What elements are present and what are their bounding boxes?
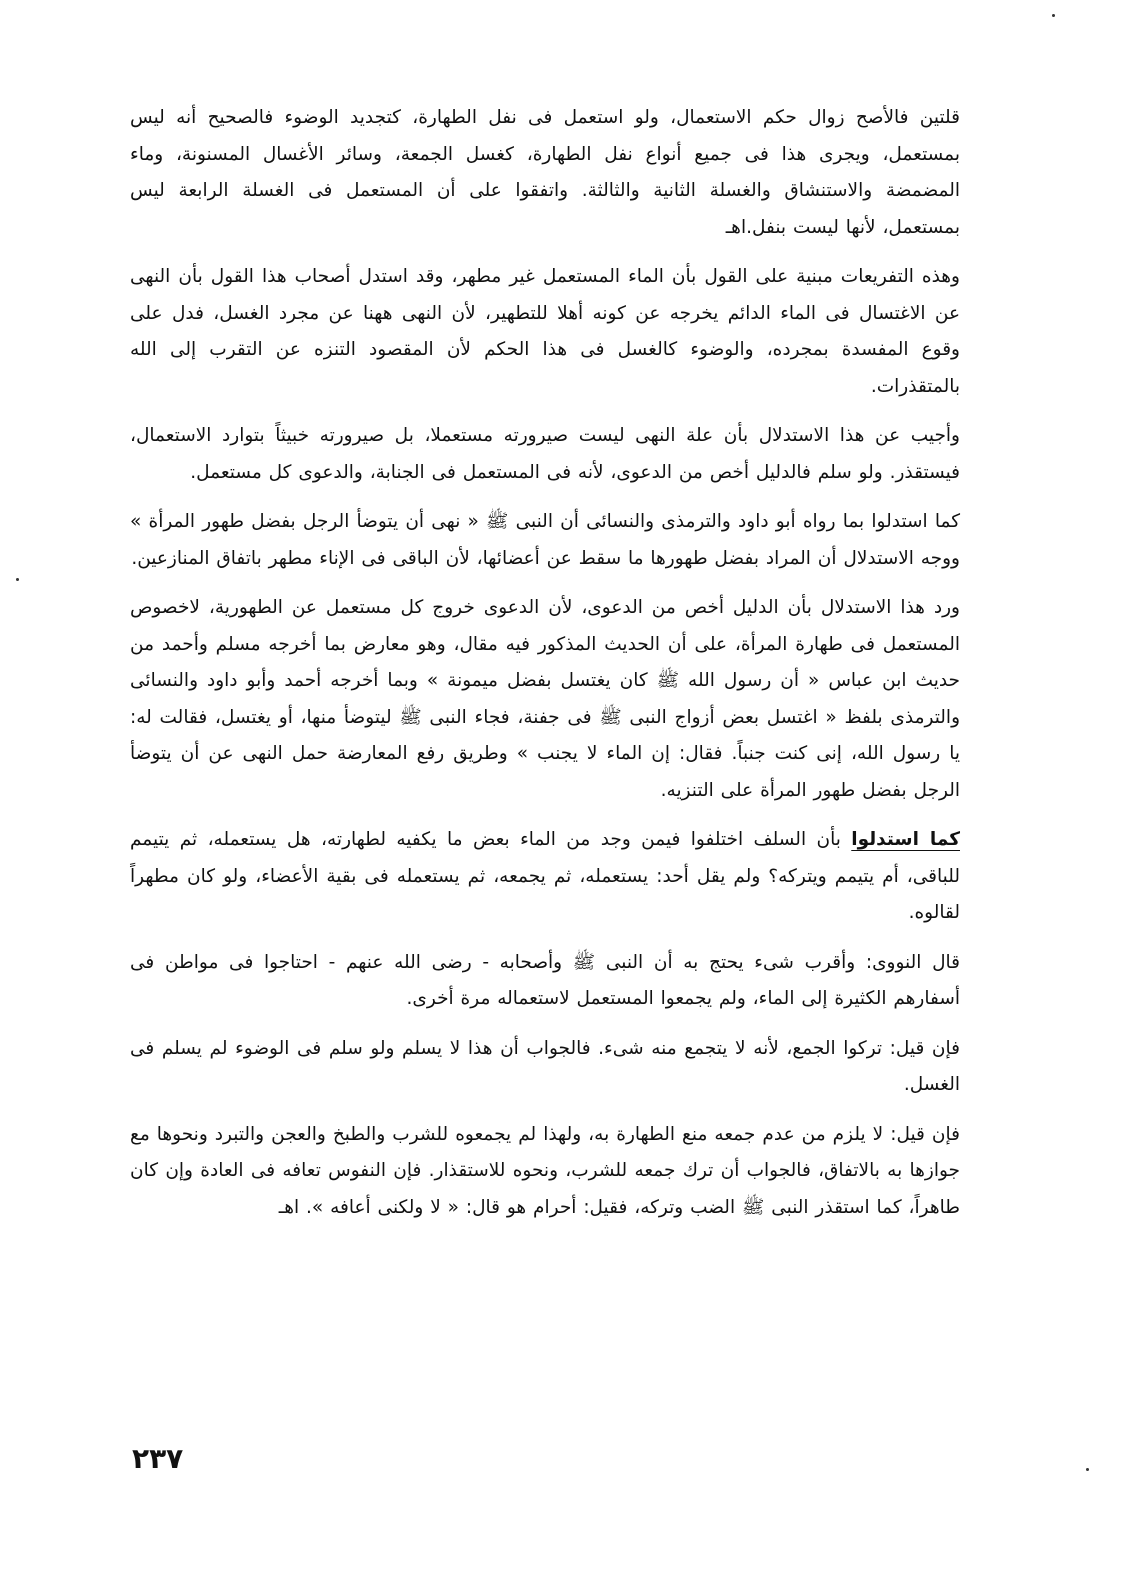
paragraph-7 [130,945,960,1018]
paragraph-5 [130,590,960,809]
paragraph-6-text: بأن السلف اختلفوا فيمن وجد من الماء بعض ما يكفيه لطهارته، هل يستعمله، ثم يتيمم للباقى، أم يتيمم ويتركه؟ ولم يقل أحد: يستعمله، ثم يجمعه، ثم يستعمله فى بقية الأعضاء، ولو كان مطهراً لقالوه. [130,829,960,923]
paragraph-2-text: وهذه التفريعات مبنية على القول بأن الماء المستعمل غير مطهر، وقد استدل أصحاب هذا القول بأن النهى عن الاغتسال فى الماء الدائم يخرجه عن كونه أهلا للتطهير، لأن النهى ههنا عن مجرد الغسل، فدل على وقوع المفسدة بمجرده، والوضوء كالغسل فى هذا الحكم لأن المقصود التنزه عن التقرب إلى الله بالمتقذرات. [130,266,960,397]
paragraph-5-text: ورد هذا الاستدلال بأن الدليل أخص من الدعوى، لأن الدعوى خروج كل مستعمل عن الطهورية، لاخصوص المستعمل فى طهارة المرأة، على أن الحديث المذكور فيه مقال، وهو معارض بما أخرجه مسلم وأحمد من حديث ابن عباس « أن رسول الله ﷺ كان يغتسل بفضل ميمونة » وبما أخرجه أحمد وأبو داود والنسائى والترمذى بلفظ « اغتسل بعض أزواج النبى ﷺ فى جفنة، فجاء النبى ﷺ ليتوضأ منها، أو يغتسل، فقالت له: يا رسول الله، إنى كنت جنباً. فقال: إن الماء لا يجنب » وطريق رفع المعارضة حمل النهى عن أن يتوضأ الرجل بفضل طهور المرأة على التنزيه. [130,597,960,801]
page-body-text [130,100,960,1239]
paragraph-3-text: وأجيب عن هذا الاستدلال بأن علة النهى ليست صيرورته مستعملا، بل صيرورته خبيثاً بتوارد الاستعمال، فيستقذر. ولو سلم فالدليل أخص من الدعوى، لأنه فى المستعمل فى الجنابة، والدعوى كل مستعمل. [130,425,960,483]
paragraph-4-text: كما استدلوا بما رواه أبو داود والترمذى والنسائى أن النبى ﷺ « نهى أن يتوضأ الرجل بفضل طهور المرأة » ووجه الاستدلال أن المراد بفضل طهورها ما سقط عن أعضائها، لأن الباقى فى الإناء مطهر باتفاق المنازعين. [130,511,960,569]
paragraph-8-text: فإن قيل: تركوا الجمع، لأنه لا يتجمع منه شىء. فالجواب أن هذا لا يسلم ولو سلم فى الوضوء لم يسلم فى الغسل. [130,1037,960,1095]
paragraph-2 [130,259,960,405]
scan-speck [1052,14,1055,17]
paragraph-3 [130,418,960,491]
paragraph-9 [130,1117,960,1227]
paragraph-1-text: قلتين فالأصح زوال حكم الاستعمال، ولو استعمل فى نفل الطهارة، كتجديد الوضوء فالصحيح أنه ليس بمستعمل، ويجرى هذا فى جميع أنواع نفل الطهارة، كغسل الجمعة، وسائر الأغسال المسنونة، وماء المضمضة والاستنشاق والغسلة الثانية والثالثة. واتفقوا على أن المستعمل فى الغسلة الرابعة ليس بمستعمل، لأنها ليست بنفل.اهـ [130,107,960,238]
paragraph-7-text: قال النووى: وأقرب شىء يحتج به أن النبى ﷺ وأصحابه - رضى الله عنهم - احتاجوا فى مواطن فى أسفارهم الكثيرة إلى الماء، ولم يجمعوا المستعمل لاستعماله مرة أخرى. [130,951,960,1009]
scan-speck [1086,1468,1089,1471]
scan-speck [16,578,19,581]
paragraph-6 [130,822,960,932]
paragraph-9-text: فإن قيل: لا يلزم من عدم جمعه منع الطهارة به، ولهذا لم يجمعوه للشرب والطبخ والعجن والتبرد ونحوها مع جوازها به بالاتفاق، فالجواب أن ترك جمعه للشرب، ونحوه للاستقذار. فإن النفوس تعافه فى العادة وإن كان طاهراً، كما استقذر النبى ﷺ الضب وتركه، فقيل: أحرام هو قال: « لا ولكنى أعافه ». اهـ [130,1123,960,1218]
paragraph-1 [130,100,960,246]
paragraph-6-lead: كما استدلوا [851,829,960,850]
paragraph-8 [130,1031,960,1104]
paragraph-4 [130,504,960,577]
page-number: ٢٣٧ [132,1442,184,1475]
